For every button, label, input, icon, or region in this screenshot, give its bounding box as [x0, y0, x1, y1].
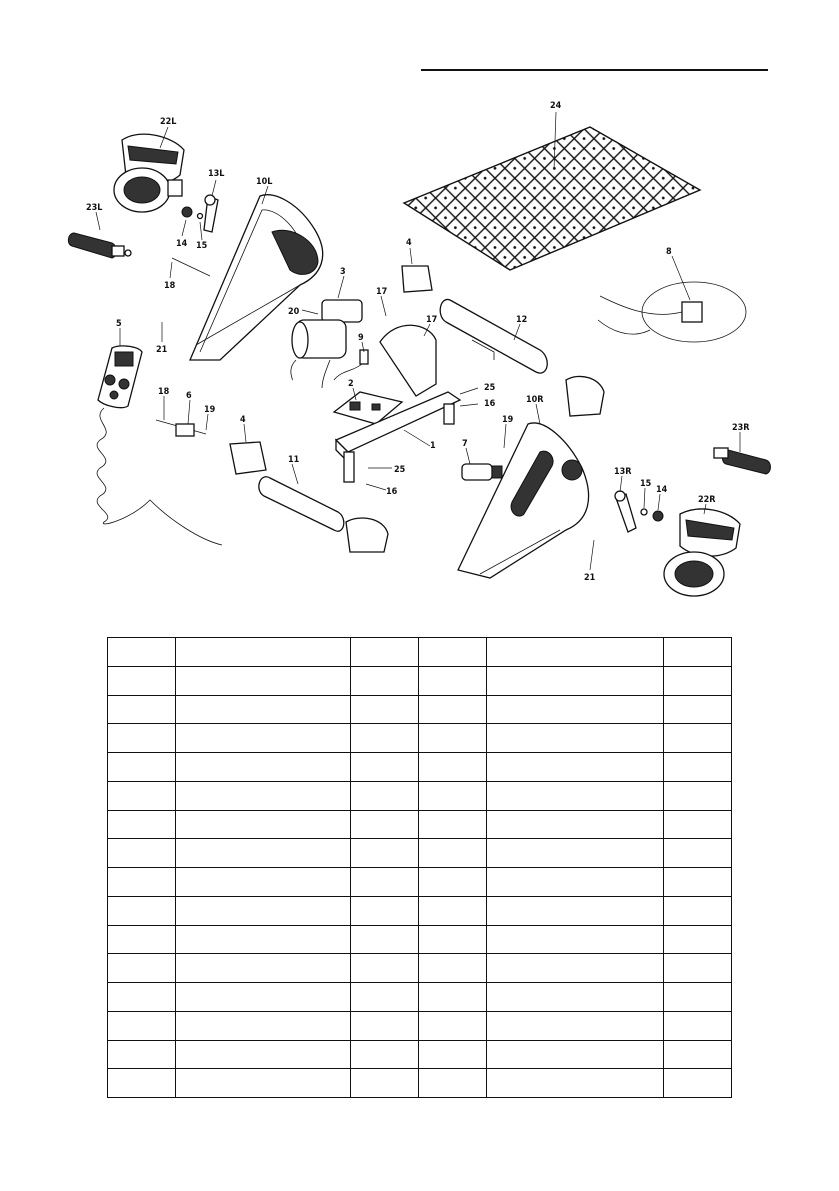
- table-cell: [487, 983, 664, 1012]
- table-cell: [176, 1069, 351, 1098]
- table-row: [108, 896, 732, 925]
- table-row: [108, 724, 732, 753]
- table-cell: [419, 954, 487, 983]
- bracket-part: [156, 420, 206, 436]
- table-cell: [176, 896, 351, 925]
- table-cell: [108, 781, 176, 810]
- label-19-left: 19: [204, 405, 216, 415]
- washer-part: [198, 214, 203, 219]
- label-13L: 13L: [208, 169, 225, 179]
- table-cell: [419, 810, 487, 839]
- table-row: [108, 1040, 732, 1069]
- table-row: [108, 666, 732, 695]
- label-14-left: 14: [176, 239, 188, 249]
- table-cell: [419, 781, 487, 810]
- nut-part: [182, 207, 192, 217]
- table-cell: [487, 666, 664, 695]
- table-cell: [108, 983, 176, 1012]
- label-24: 24: [550, 101, 562, 111]
- label-22R: 22R: [698, 495, 716, 505]
- table-cell: [487, 954, 664, 983]
- label-2: 2: [348, 379, 354, 389]
- label-15-left: 15: [196, 241, 208, 251]
- table-cell: [351, 839, 419, 868]
- table-cell: [108, 1069, 176, 1098]
- label-18-upper: 18: [164, 281, 176, 291]
- table-cell: [108, 810, 176, 839]
- label-25-lower: 25: [394, 465, 406, 475]
- table-row: [108, 1011, 732, 1040]
- table-cell: [108, 839, 176, 868]
- label-10R: 10R: [526, 395, 544, 405]
- table-cell: [351, 810, 419, 839]
- table-cell: [664, 724, 732, 753]
- table-cell: [664, 954, 732, 983]
- table-cell: [176, 1011, 351, 1040]
- right-pedal-part: [664, 509, 740, 596]
- label-3: 3: [340, 267, 346, 277]
- table-cell: [664, 1040, 732, 1069]
- table-cell: [419, 666, 487, 695]
- table-row: [108, 983, 732, 1012]
- left-handle-part: [68, 233, 131, 258]
- table-cell: [176, 810, 351, 839]
- table-cell: [419, 1069, 487, 1098]
- table-cell: [351, 1069, 419, 1098]
- label-25-upper: 25: [484, 383, 496, 393]
- table-cell: [108, 724, 176, 753]
- table-cell: [351, 753, 419, 782]
- label-19-right: 19: [502, 415, 514, 425]
- table-row: [108, 781, 732, 810]
- table-cell: [419, 983, 487, 1012]
- left-pedal-part: [114, 134, 184, 212]
- table-cell: [351, 781, 419, 810]
- label-8: 8: [666, 247, 672, 257]
- label-20: 20: [288, 307, 300, 317]
- motor-part: [291, 300, 362, 388]
- table-cell: [419, 724, 487, 753]
- label-5: 5: [116, 319, 122, 329]
- table-cell: [351, 695, 419, 724]
- table-cell: [487, 695, 664, 724]
- label-14-right: 14: [656, 485, 668, 495]
- label-10L: 10L: [256, 177, 273, 187]
- table-cell: [664, 638, 732, 667]
- table-cell: [176, 839, 351, 868]
- table-cell: [664, 839, 732, 868]
- table-cell: [351, 638, 419, 667]
- parts-list-table: [107, 637, 732, 1098]
- table-cell: [176, 666, 351, 695]
- label-13R: 13R: [614, 467, 632, 477]
- table-cell: [176, 1040, 351, 1069]
- label-21-left: 21: [156, 345, 168, 355]
- table-row: [108, 1069, 732, 1098]
- table-cell: [664, 810, 732, 839]
- table-cell: [664, 896, 732, 925]
- table-cell: [108, 638, 176, 667]
- table-cell: [419, 896, 487, 925]
- table-cell: [664, 1069, 732, 1098]
- table-cell: [351, 1040, 419, 1069]
- table-cell: [351, 925, 419, 954]
- table-cell: [664, 781, 732, 810]
- table-row: [108, 638, 732, 667]
- label-7: 7: [462, 439, 468, 449]
- table-cell: [487, 1069, 664, 1098]
- label-16-upper: 16: [484, 399, 496, 409]
- hand-controller-part: [97, 346, 222, 545]
- table-cell: [487, 1040, 664, 1069]
- floor-mat-part: [404, 127, 700, 270]
- table-cell: [664, 983, 732, 1012]
- table-row: [108, 839, 732, 868]
- label-23R: 23R: [732, 423, 750, 433]
- table-cell: [664, 666, 732, 695]
- table-cell: [487, 781, 664, 810]
- table-cell: [664, 753, 732, 782]
- label-17-left: 17: [376, 287, 388, 297]
- table-cell: [108, 954, 176, 983]
- table-cell: [419, 1040, 487, 1069]
- table-cell: [487, 896, 664, 925]
- label-9: 9: [358, 333, 364, 343]
- table-cell: [419, 753, 487, 782]
- table-cell: [351, 1011, 419, 1040]
- table-cell: [351, 868, 419, 897]
- label-22L: 22L: [160, 117, 177, 127]
- table-cell: [176, 724, 351, 753]
- table-cell: [487, 638, 664, 667]
- table-cell: [176, 781, 351, 810]
- table-cell: [108, 695, 176, 724]
- table-row: [108, 868, 732, 897]
- table-cell: [176, 753, 351, 782]
- table-cell: [419, 868, 487, 897]
- washer-part: [641, 509, 647, 515]
- table-row: [108, 925, 732, 954]
- table-cell: [176, 954, 351, 983]
- table-cell: [664, 925, 732, 954]
- table-cell: [419, 839, 487, 868]
- rear-tube-part: [440, 299, 547, 373]
- label-23L: 23L: [86, 203, 103, 213]
- label-4-lower: 4: [240, 415, 246, 425]
- table-cell: [108, 896, 176, 925]
- table-row: [108, 810, 732, 839]
- table-cell: [351, 954, 419, 983]
- label-18-lower: 18: [158, 387, 170, 397]
- table-row: [108, 695, 732, 724]
- table-cell: [176, 868, 351, 897]
- power-adapter-part: [598, 282, 746, 342]
- front-tube-part: [259, 477, 344, 531]
- label-1: 1: [430, 441, 436, 451]
- nut-part: [653, 511, 663, 521]
- left-crank-part: [204, 195, 218, 232]
- table-cell: [176, 983, 351, 1012]
- table-cell: [108, 868, 176, 897]
- table-cell: [664, 868, 732, 897]
- table-row: [108, 954, 732, 983]
- table-cell: [664, 1011, 732, 1040]
- label-11: 11: [288, 455, 300, 465]
- label-4-upper: 4: [406, 238, 412, 248]
- table-cell: [419, 695, 487, 724]
- table-cell: [351, 983, 419, 1012]
- right-crank-part: [615, 491, 636, 532]
- table-cell: [176, 695, 351, 724]
- table-cell: [664, 695, 732, 724]
- right-side-cover-part: [458, 423, 589, 578]
- label-12: 12: [516, 315, 528, 325]
- table-cell: [108, 666, 176, 695]
- table-cell: [176, 638, 351, 667]
- table-cell: [108, 925, 176, 954]
- table-cell: [419, 925, 487, 954]
- table-cell: [351, 724, 419, 753]
- table-cell: [487, 724, 664, 753]
- table-cell: [351, 896, 419, 925]
- table-cell: [108, 753, 176, 782]
- table-cell: [108, 1011, 176, 1040]
- right-handle-part: [714, 448, 771, 474]
- table-cell: [487, 1011, 664, 1040]
- table-cell: [419, 638, 487, 667]
- table-cell: [419, 1011, 487, 1040]
- table-cell: [108, 1040, 176, 1069]
- label-15-right: 15: [640, 479, 652, 489]
- table-cell: [487, 839, 664, 868]
- label-16-lower: 16: [386, 487, 398, 497]
- label-6: 6: [186, 391, 192, 401]
- table-cell: [487, 810, 664, 839]
- table-cell: [351, 666, 419, 695]
- table-cell: [487, 753, 664, 782]
- table-row: [108, 753, 732, 782]
- rod-part: [172, 258, 210, 276]
- bearing-part: [462, 464, 502, 480]
- label-17-right: 17: [426, 315, 438, 325]
- table-cell: [487, 868, 664, 897]
- table-cell: [487, 925, 664, 954]
- table-cell: [176, 925, 351, 954]
- label-21-right: 21: [584, 573, 596, 583]
